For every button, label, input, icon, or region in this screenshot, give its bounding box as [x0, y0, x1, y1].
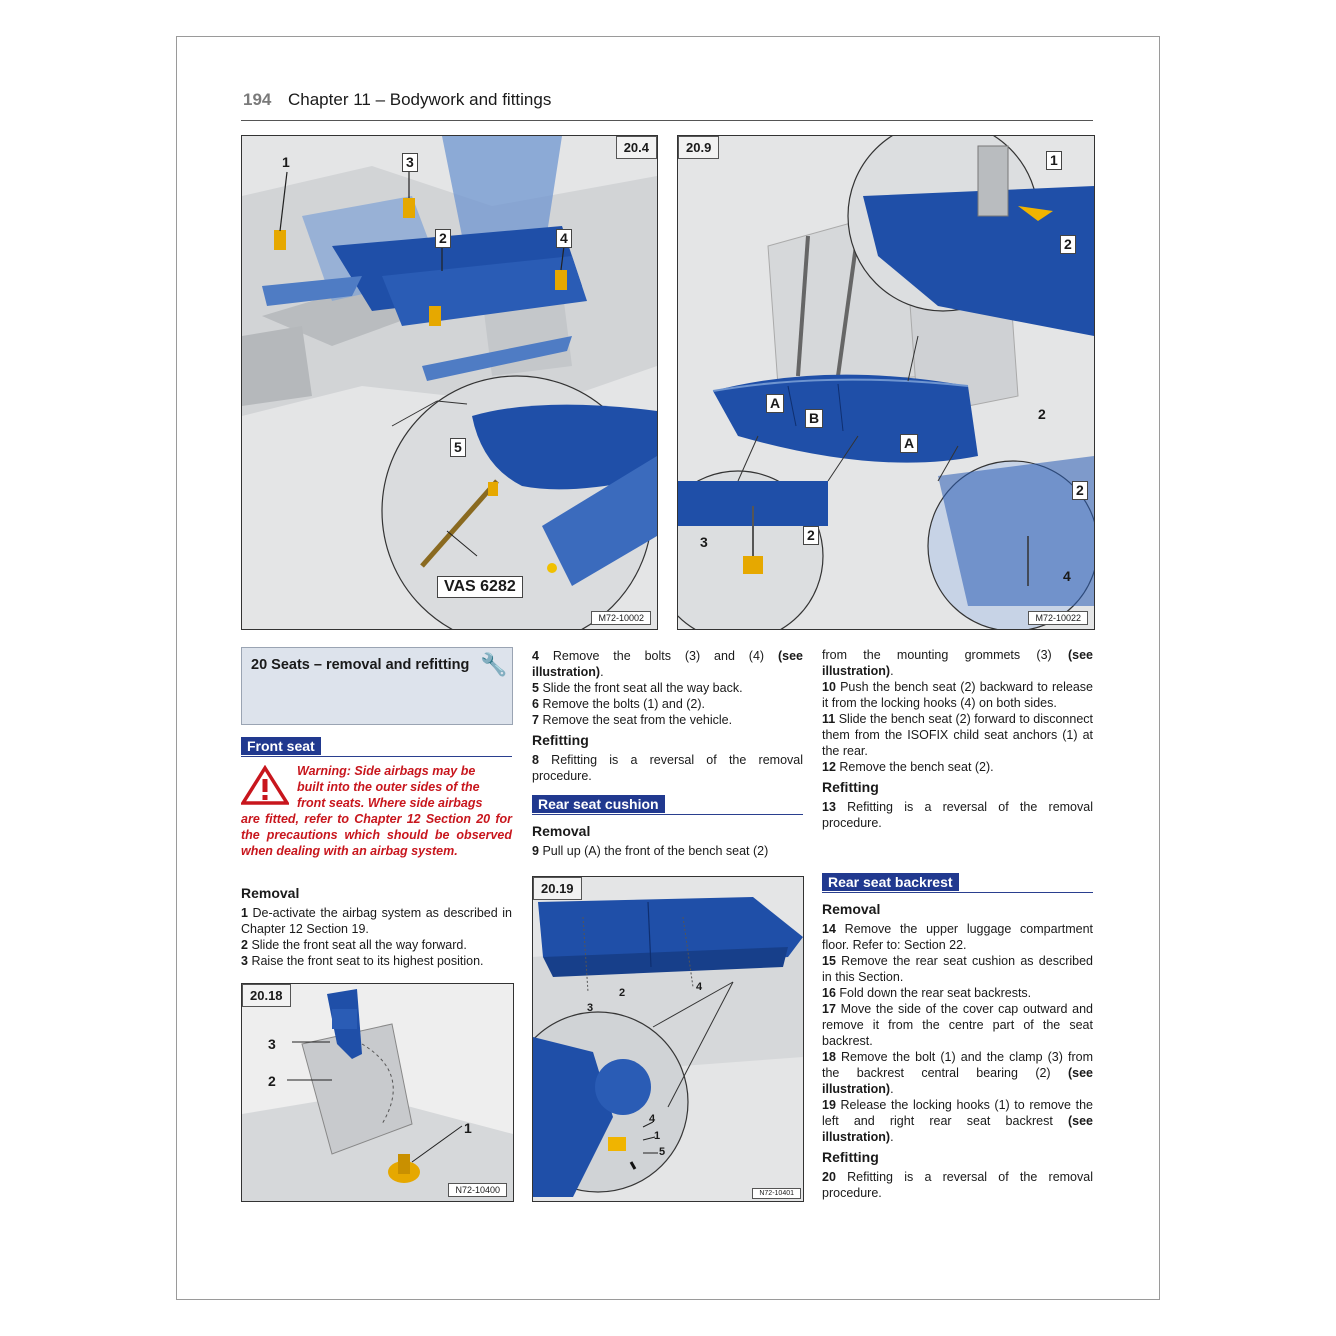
callout-A: A: [766, 394, 784, 413]
callout-3: 3: [587, 1002, 594, 1014]
tool-label: VAS 6282: [437, 576, 523, 598]
step-20: 20 Refitting is a reversal of the removal procedure.: [822, 1170, 1093, 1200]
callout-2: 2: [1060, 235, 1076, 254]
callout-4: 4: [696, 981, 703, 993]
figure-number: 20.4: [616, 136, 657, 159]
callout-5: 5: [659, 1146, 666, 1158]
callout-2c: 2: [1072, 481, 1088, 500]
step-6: 6 Remove the bolts (1) and (2).: [532, 697, 706, 711]
removal-heading: Removal: [241, 885, 300, 901]
callout-4: 4: [556, 229, 572, 248]
step-9: 9 Pull up (A) the front of the bench seat (2): [532, 844, 769, 858]
callout-2: 2: [268, 1073, 276, 1089]
step-7: 7 Remove the seat from the vehicle.: [532, 713, 733, 727]
airbag-warning: [241, 763, 512, 859]
figure-code: N72-10400: [448, 1183, 507, 1197]
figure-20-4: [241, 135, 658, 630]
callout-A2: A: [900, 434, 918, 453]
step-2: 2 Slide the front seat all the way forward.: [241, 938, 467, 952]
figure-code: M72-10022: [1028, 611, 1088, 625]
refitting-heading: Refitting: [822, 779, 879, 795]
warning-text: Warning: Side airbags may be built into the outer sides of the front seats. Where side airbags are fitted, refer to Chapter 12 Section 20 for the precautions which should be observed when dealing with an airbag system.: [241, 764, 512, 858]
rear-seat-cushion-illustration: [678, 136, 1094, 629]
page-number: 194: [243, 90, 272, 109]
figure-20-19: [532, 876, 804, 1202]
step-9-cont: from the mounting grommets (3) (see illustration).: [822, 648, 1093, 678]
subhead-front-seat: Front seat: [241, 737, 512, 757]
figure-number: 20.9: [678, 136, 719, 159]
step-8: 8 Refitting is a reversal of the removal procedure.: [532, 753, 803, 783]
column-2-text: [532, 648, 803, 784]
column-3b-text: [822, 897, 1093, 1201]
callout-2: 2: [435, 229, 451, 248]
subhead-rear-seat-backrest: Rear seat backrest: [822, 873, 1093, 893]
step-19: 19 Release the locking hooks (1) to remove the left and right rear seat backrest (see illustration).: [822, 1098, 1093, 1144]
callout-5: 5: [450, 438, 466, 457]
front-seat-illustration: [242, 136, 657, 629]
step-10: 10 Push the bench seat (2) backward to release it from the locking hooks (4) on both sides.: [822, 680, 1093, 710]
callout-B: B: [805, 409, 823, 428]
callout-2b: 2: [1038, 406, 1046, 422]
callout-1: 1: [1046, 151, 1062, 170]
callout-1: 1: [654, 1130, 661, 1142]
column-2b-text: [532, 819, 803, 859]
step-18: 18 Remove the bolt (1) and the clamp (3) from the backrest central bearing (2) (see illustration).: [822, 1050, 1093, 1096]
section-header-box: [241, 647, 513, 725]
step-5: 5 Slide the front seat all the way back.: [532, 681, 743, 695]
figure-20-9: [677, 135, 1095, 630]
refitting-heading: Refitting: [532, 732, 589, 748]
warning-triangle-icon: [241, 765, 289, 805]
section-title: 20 Seats – removal and refitting: [251, 657, 470, 673]
step-4: 4 Remove the bolts (3) and (4) (see illustration).: [532, 649, 803, 679]
seat-bolt-illustration: [242, 984, 513, 1201]
column-3-text: [822, 647, 1093, 831]
step-14: 14 Remove the upper luggage compartment floor. Refer to: Section 22.: [822, 922, 1093, 952]
difficulty-spanner-icon: 🔧: [480, 652, 508, 677]
figure-20-18: [241, 983, 514, 1202]
removal-heading: Removal: [822, 901, 881, 917]
step-16: 16 Fold down the rear seat backrests.: [822, 986, 1032, 1000]
callout-1: 1: [282, 154, 290, 170]
callout-3: 3: [402, 153, 418, 172]
callout-2d: 2: [803, 526, 819, 545]
callout-4b: 4: [649, 1113, 656, 1125]
chapter-title: Chapter 11 – Bodywork and fittings: [288, 90, 552, 109]
figure-number: 20.19: [533, 877, 582, 900]
figure-number: 20.18: [242, 984, 291, 1007]
figure-code: N72-10401: [752, 1188, 801, 1199]
rear-seat-backrest-illustration: [533, 877, 803, 1201]
page-header: [241, 86, 1093, 121]
step-12: 12 Remove the bench seat (2).: [822, 760, 994, 774]
callout-3: 3: [268, 1036, 276, 1052]
callout-1: 1: [464, 1120, 472, 1136]
step-17: 17 Move the side of the cover cap outward and remove it from the centre part of the seat backrest.: [822, 1002, 1093, 1048]
callout-3: 3: [700, 534, 708, 550]
step-1: 1 De-activate the airbag system as described in Chapter 12 Section 19.: [241, 906, 512, 936]
subhead-rear-seat-cushion: Rear seat cushion: [532, 795, 803, 815]
step-15: 15 Remove the rear seat cushion as described in this Section.: [822, 954, 1093, 984]
figure-code: M72-10002: [591, 611, 651, 625]
step-11: 11 Slide the bench seat (2) forward to disconnect them from the ISOFIX child seat anchors (1) at the rear.: [822, 712, 1094, 758]
callout-2: 2: [619, 987, 626, 999]
step-3: 3 Raise the front seat to its highest position.: [241, 954, 484, 968]
refitting-heading: Refitting: [822, 1149, 879, 1165]
column-1-text: [241, 881, 512, 969]
step-13: 13 Refitting is a reversal of the removal procedure.: [822, 800, 1093, 830]
callout-4: 4: [1063, 568, 1071, 584]
removal-heading: Removal: [532, 823, 591, 839]
